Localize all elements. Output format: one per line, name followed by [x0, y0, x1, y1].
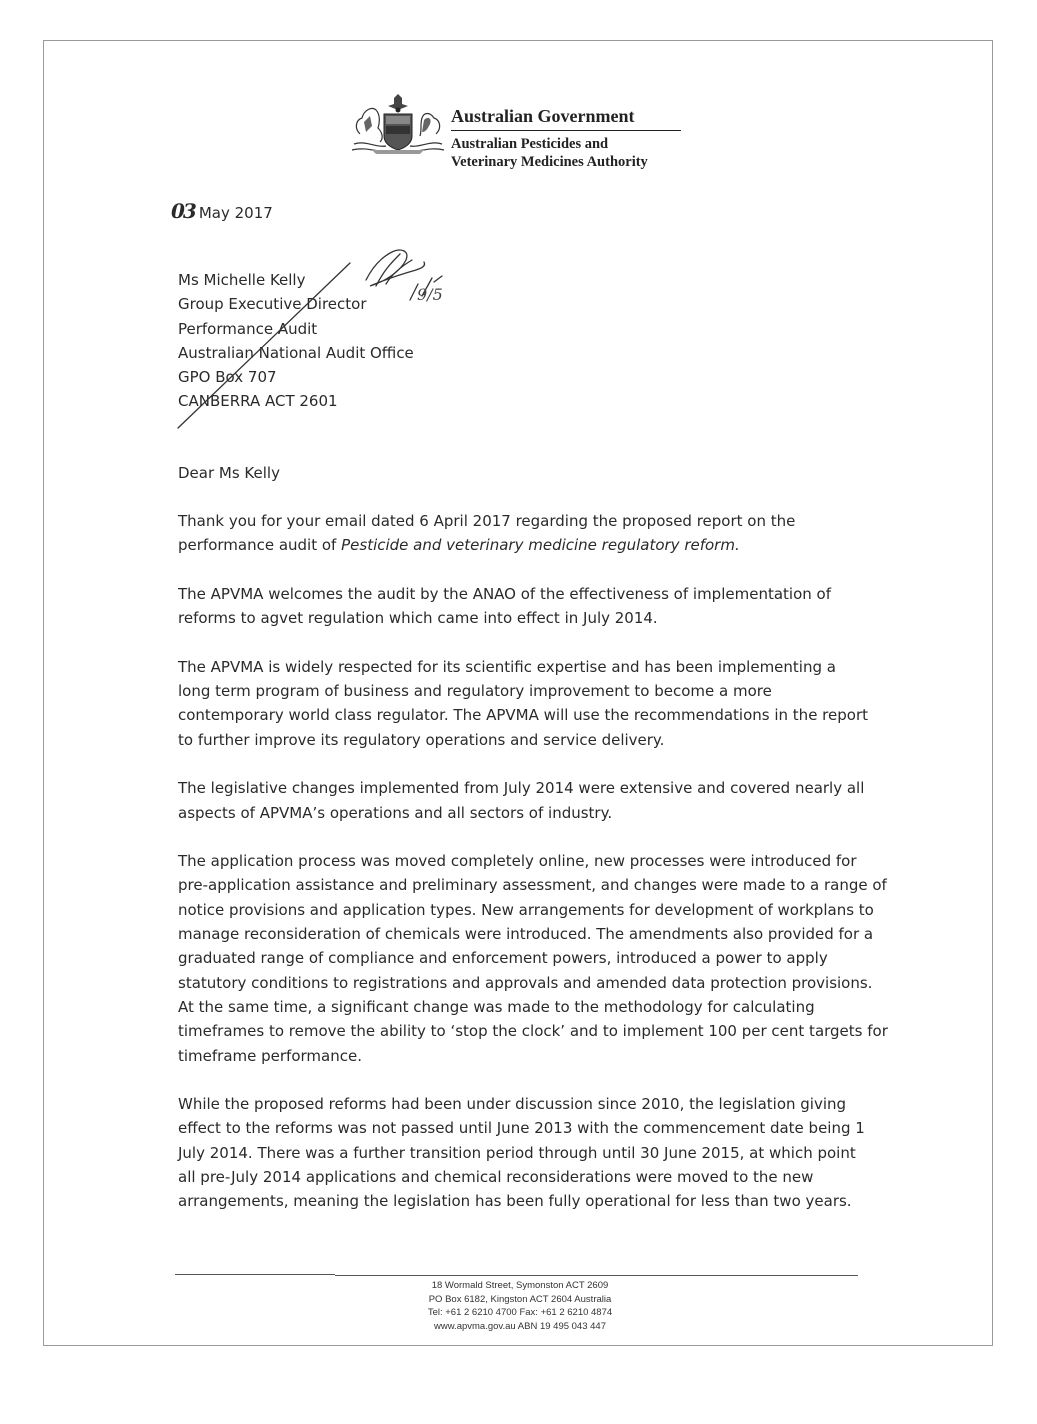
letter-body — [178, 509, 888, 1238]
handwritten-day: 03 — [171, 199, 195, 223]
agency-name-line2: Veterinary Medicines Authority — [451, 154, 648, 170]
letter-date — [171, 199, 273, 225]
address-line: Ms Michelle Kelly — [178, 271, 306, 289]
footer-contact — [340, 1279, 700, 1333]
handwritten-signature — [170, 240, 470, 430]
handwritten-initials: 9/5 — [417, 285, 443, 304]
footer-phone-fax: Tel: +61 2 6210 4700 Fax: +61 2 6210 4874 — [427, 1307, 613, 1318]
body-paragraph-3: The APVMA is widely respected for its scientific expertise and has been implementing a long term program of business and regulatory improvement to become a more contemporary world class regulator. The APVMA will use the recommendations in the report to further improve its regulatory operations and service delivery. — [178, 657, 868, 749]
coat-of-arms-icon — [350, 92, 446, 158]
footer-divider-left — [175, 1274, 335, 1275]
address-line: CANBERRA ACT 2601 — [178, 392, 338, 411]
body-paragraph-2: The APVMA welcomes the audit by the ANAO of the effectiveness of implementation of reforms to agvet regulation which came into effect in July 2014. — [178, 584, 831, 628]
footer-divider-right — [335, 1275, 858, 1276]
letterhead — [451, 104, 681, 171]
salutation: Dear Ms Kelly — [178, 464, 280, 482]
address-line: Group Executive Director — [178, 295, 367, 314]
agency-name-line1: Australian Pesticides and — [451, 136, 609, 152]
government-name: Australian Government — [451, 104, 681, 131]
body-paragraph-6: While the proposed reforms had been under discussion since 2010, the legislation giving effect to the reforms was not passed until June 2013 with the commencement date being 1 July 2014. There was a further transition period through until 30 June 2015, at which point all pre-July 2014 applications and chemical reconsiderations were moved to the new arrangements, meaning the legislation has been fully operational for less than two years. — [178, 1095, 865, 1211]
address-line: Performance Audit — [178, 319, 318, 338]
body-paragraph-5: The application process was moved completely online, new processes were introduced for pre-application assistance and preliminary assessment, and changes were made to a range of notice provisions and application types. New arrangements for development of workplans to manage reconsideration of chemicals were introduced. The amendments also provided for a graduated range of compliance and enforcement powers, introduced a power to apply statutory conditions to registrations and approvals and amended data protection provisions. At the same time, a significant change was made to the methodology for calculating timeframes to remove the ability to ‘stop the clock’ and to implement 100 per cent targets for timeframe performance. — [178, 852, 888, 1065]
footer-web-abn: www.apvma.gov.au ABN 19 495 043 447 — [434, 1320, 606, 1332]
footer-postal-address: PO Box 6182, Kingston ACT 2604 Australia — [428, 1293, 612, 1305]
address-line: Australian National Audit Office — [178, 343, 414, 362]
date-month-year: May 2017 — [198, 204, 273, 222]
body-paragraph-1-text: Thank you for your email dated 6 April 2017 regarding the proposed report on the performance audit of — [178, 512, 796, 555]
body-paragraph-4: The legislative changes implemented from July 2014 were extensive and covered nearly all aspects of APVMA’s operations and all sectors of industry. — [178, 779, 865, 822]
agency-name — [451, 135, 681, 171]
body-paragraph-1 — [178, 509, 868, 558]
audit-title: Pesticide and veterinary medicine regulatory reform. — [341, 536, 740, 555]
address-line: GPO Box 707 — [178, 368, 277, 387]
footer-street-address: 18 Wormald Street, Symonston ACT 2609 — [431, 1280, 609, 1291]
